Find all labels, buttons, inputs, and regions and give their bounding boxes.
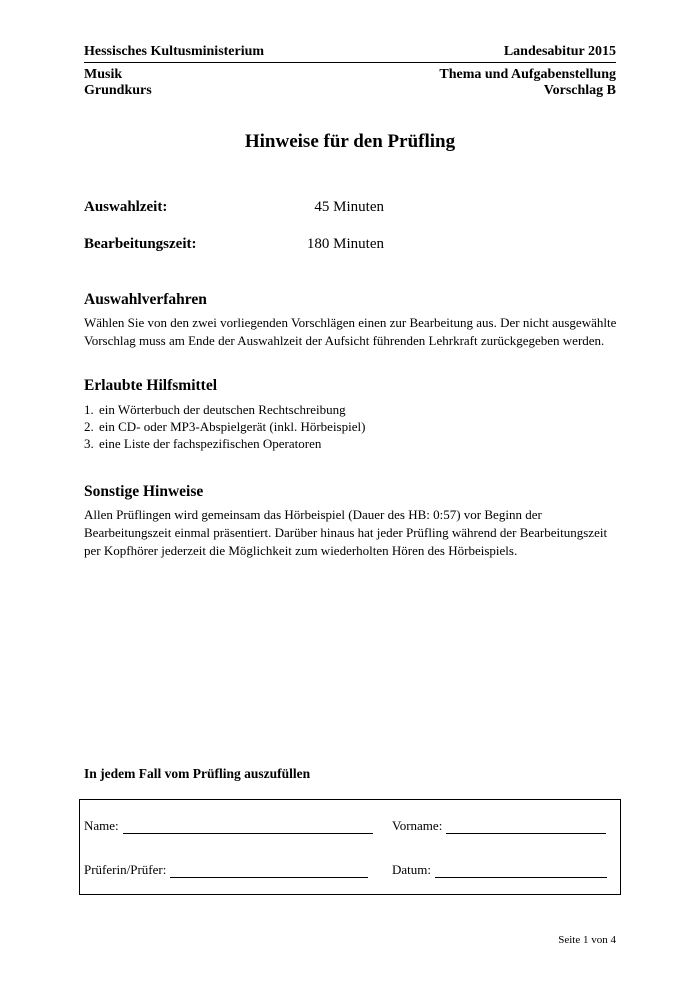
- form-heading: In jedem Fall vom Prüfling auszufüllen: [84, 766, 311, 781]
- work-time-value: 180 Minuten: [306, 236, 384, 252]
- examiner-field[interactable]: [84, 862, 368, 878]
- ministry-name: Hessisches Kultusministerium: [84, 44, 265, 59]
- date-label: Datum:: [392, 862, 431, 877]
- page-title: Hinweise für den Prüfling: [244, 131, 456, 152]
- date-input-line[interactable]: [435, 865, 607, 878]
- other-text: Allen Prüflingen wird gemeinsam das Hörbeispiel (Dauer des HB: 0:57) vor Beginn der Bearbeitungszeit einmal präsentiert. Darüber hinaus hat jeder Prüfling während der Bearbeitungszeit per Kopfhörer jederzeit die Möglichkeit zum wiederholten Hören des Hörbeispiels.: [84, 507, 608, 558]
- proposal: Vorschlag B: [543, 83, 616, 98]
- list-item: 3. eine Liste der fachspezifischen Operatoren: [84, 436, 322, 451]
- exam-name: Landesabitur 2015: [503, 44, 616, 59]
- name-label: Name:: [84, 818, 119, 833]
- procedure-heading: Auswahlverfahren: [84, 291, 207, 308]
- aids-list: [84, 401, 365, 452]
- selection-time-label: Auswahlzeit:: [84, 199, 168, 215]
- procedure-text: Wählen Sie von den zwei vorliegenden Vorschlägen einen zur Bearbeitung aus. Der nicht ausgewählte Vorschlag muss am Ende der Auswahlzeit der Aufsicht führenden Lehrkraft zurückgegeben werden.: [84, 315, 617, 348]
- vorname-input-line[interactable]: [446, 821, 606, 834]
- subject: Musik: [84, 67, 123, 82]
- candidate-form: [79, 799, 621, 895]
- name-input-line[interactable]: [123, 821, 373, 834]
- header-rule: [84, 62, 616, 63]
- work-time-label: Bearbeitungszeit:: [84, 236, 197, 252]
- course: Grundkurs: [84, 83, 152, 98]
- list-item: 2. ein CD- oder MP3-Abspielgerät (inkl. Hörbeispiel): [84, 419, 366, 434]
- examiner-input-line[interactable]: [170, 865, 368, 878]
- examiner-label: Prüferin/Prüfer:: [84, 862, 167, 877]
- selection-time-value: 45 Minuten: [314, 199, 384, 215]
- name-field[interactable]: [84, 818, 373, 834]
- page-number: Seite 1 von 4: [558, 934, 616, 946]
- other-heading: Sonstige Hinweise: [84, 483, 204, 500]
- date-field[interactable]: [392, 862, 607, 878]
- list-item: 1. ein Wörterbuch der deutschen Rechtschreibung: [84, 402, 346, 417]
- vorname-label: Vorname:: [392, 818, 443, 833]
- topic: Thema und Aufgabenstellung: [439, 67, 616, 82]
- aids-heading: Erlaubte Hilfsmittel: [84, 377, 218, 394]
- vorname-field[interactable]: [392, 818, 606, 834]
